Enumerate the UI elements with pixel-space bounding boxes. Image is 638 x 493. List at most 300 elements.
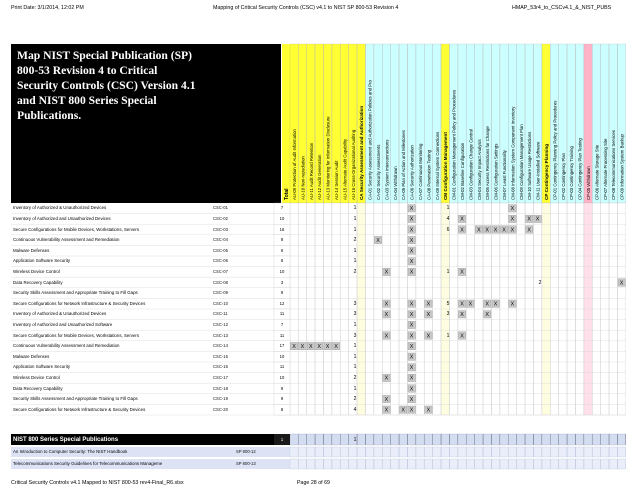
column-header-label: CM-04 Security Impact Analysis (476, 139, 482, 200)
row-total: 7 (280, 205, 284, 211)
sp-row-cell (508, 459, 516, 469)
sp-row-cell (567, 459, 575, 469)
mark-x: X (409, 312, 414, 319)
sp-row-cell (458, 447, 466, 457)
sp-row-cell (618, 459, 626, 469)
sp-row-cell (391, 459, 399, 469)
mark-x: X (308, 343, 313, 350)
column-header-label: CM-01 Configuration Management Policy and Procedures (451, 89, 457, 200)
sp-row-cell (408, 459, 416, 469)
sp-row-cell (592, 459, 600, 469)
mark-x: X (384, 407, 389, 414)
mark-x: X (300, 343, 305, 350)
column-header-label: CP-09 Information System Backup (619, 134, 625, 200)
column-header-label: AU-10 Non-repudiation (300, 156, 306, 200)
mark-x: X (325, 343, 330, 350)
row-control-id: CSC-09 (213, 290, 228, 296)
column-header-label: CM-09 Configuration Management Plan (518, 124, 524, 200)
sp-row-cell (500, 459, 508, 469)
sp-row-cell (525, 459, 533, 469)
row-label: Continuous Vulnerability Assessment and Remediation (13, 343, 120, 349)
sp-row-cell (609, 459, 617, 469)
mark-x: X (426, 301, 431, 308)
column-header-label: CM-08 Information System Component Inventory (510, 106, 516, 200)
sp-row-cell (315, 447, 323, 457)
sp-row-id: SP 800-12 (236, 449, 256, 454)
mark-x: X (510, 227, 515, 234)
sp-row-cell (416, 447, 424, 457)
row-total: 6 (280, 258, 284, 264)
mark-x: X (384, 396, 389, 403)
mark-x: X (317, 343, 322, 350)
column-header-label: AU-11 Audit Record Retention (308, 142, 314, 200)
section-band-cell (366, 434, 374, 445)
section-band-cell (567, 434, 575, 445)
sp-row-cell (374, 447, 382, 457)
mark-x: X (535, 216, 540, 223)
mark-x: X (510, 301, 515, 308)
section-band-cell (416, 434, 424, 445)
row-control-id: CSC-08 (213, 279, 228, 285)
sp-row-id: SP 800-13 (236, 461, 256, 466)
mark-x: X (409, 237, 414, 244)
column-header-label: CP-01 Contingency Planning Policy and Procedures (552, 100, 558, 200)
ca-count: 1 (353, 353, 357, 360)
sp-row-cell (559, 447, 567, 457)
cm-count: 1 (446, 332, 450, 339)
section-band-cell (475, 434, 483, 445)
mark-x: X (409, 259, 414, 266)
sp-row-cell (374, 459, 382, 469)
mark-x: X (409, 375, 414, 382)
column-header-label: AU-13 Monitoring for Information Disclosure (325, 116, 331, 200)
ca-count: 1 (353, 247, 357, 254)
sp-row-cell (441, 447, 449, 457)
sp-row-cell (324, 447, 332, 457)
column-header-label: CM-10 Software Usage Restrictions (527, 131, 533, 200)
mark-x: X (409, 269, 414, 276)
section-band-cell (584, 434, 592, 445)
section-band-cell (466, 434, 474, 445)
mark-x: X (409, 343, 414, 350)
sp-row-cell (534, 447, 542, 457)
section-band-cell (500, 434, 508, 445)
row-control-id: CSC-13 (213, 332, 228, 338)
sp-row-cell (340, 459, 348, 469)
column-header-label: CM-11 User-Installed Software (535, 141, 541, 200)
sp-row-cell (349, 459, 357, 469)
sp-row-cell (433, 459, 441, 469)
section-ca-count: 1 (353, 437, 357, 443)
row-control-id: CSC-05 (213, 247, 228, 253)
ca-count: 1 (353, 385, 357, 392)
mark-x: X (493, 227, 498, 234)
mark-x: X (334, 343, 338, 350)
sp-row-cell (576, 447, 584, 457)
section-band-cell (298, 434, 306, 445)
sp-row-cell (492, 447, 500, 457)
mark-x: X (476, 227, 481, 234)
row-total: 10 (279, 353, 285, 359)
sp-row-cell (450, 447, 458, 457)
column-header-label: CP-06 Alternate Storage Site (594, 144, 600, 200)
column-header-label: CM Configuration Management (443, 132, 449, 200)
row-control-id: CSC-14 (213, 343, 228, 349)
section-band-cell (601, 434, 609, 445)
sp-row-cell (366, 447, 374, 457)
cm-count: 1 (446, 205, 450, 212)
sp-row-cell (508, 447, 516, 457)
section-band-cell (542, 434, 550, 445)
sp-row-cell (567, 447, 575, 457)
section-band-cell (492, 434, 500, 445)
cm-count: 6 (446, 226, 450, 233)
row-label: Application Software Security (13, 364, 71, 370)
ca-count: 1 (353, 343, 357, 350)
row-label: Data Recovery Capability (13, 385, 63, 391)
mark-x: X (384, 333, 389, 340)
column-header-label: AU-14 Session Audit (334, 160, 340, 200)
sp-row-cell (584, 459, 592, 469)
ca-count: 2 (353, 374, 357, 381)
row-total: 8 (280, 406, 284, 412)
sp-row-cell (357, 459, 365, 469)
row-control-id: CSC-19 (213, 396, 228, 402)
row-total: 17 (279, 343, 285, 349)
sp-row-cell (584, 447, 592, 457)
mark-x: X (409, 333, 414, 340)
mark-x: X (384, 375, 389, 382)
mark-x: X (460, 333, 464, 340)
title-line-1: Map NIST Special Publication (SP) (17, 49, 193, 62)
sp-row-cell (408, 447, 416, 457)
column-header-label: CP-08 Telecommunications Services (611, 130, 617, 200)
sp-row-cell (475, 459, 483, 469)
mark-x: X (409, 227, 414, 234)
row-total: 11 (279, 364, 285, 370)
row-total: 6 (280, 247, 284, 253)
row-label: Security Skills Assessment and Appropriate Training to Fill Gaps (13, 290, 138, 296)
mark-x: X (401, 407, 406, 414)
mark-x: X (460, 216, 464, 223)
row-total: 16 (279, 226, 285, 232)
mark-x: X (460, 269, 464, 276)
mark-x: X (409, 206, 414, 213)
sp-row-cell (307, 447, 315, 457)
footer-page: Page 28 of 69 (297, 480, 330, 486)
section-band-cell (618, 434, 626, 445)
section-band-cell (324, 434, 332, 445)
title-line-5: Publications. (17, 109, 82, 122)
row-control-id: CSC-01 (213, 205, 228, 211)
section-band-cell (450, 434, 458, 445)
title-line-3: Security Controls (CSC) Version 4.1 (17, 79, 196, 92)
section-band-cell (399, 434, 407, 445)
footer-file: Critical Security Controls v4.1 Mapped to NIST 800-53 rev4-Final_R6.xlsx (11, 480, 184, 486)
row-control-id: CSC-20 (213, 406, 228, 412)
row-control-id: CSC-02 (213, 215, 228, 221)
row-control-id: CSC-04 (213, 237, 228, 243)
row-total: 9 (280, 385, 284, 391)
column-header-label: AU-15 Alternate Audit Capability (342, 138, 348, 200)
mark-x: X (409, 322, 414, 329)
row-total: 9 (280, 396, 284, 402)
mark-x: X (619, 280, 624, 287)
sp-row-cell (483, 459, 491, 469)
cm-count: 4 (446, 215, 450, 222)
mark-x: X (409, 386, 414, 393)
section-band-cell (332, 434, 340, 445)
cp-count: 2 (538, 279, 542, 286)
column-header-label: CM-05 Access Restrictions for Change (485, 126, 491, 200)
sp-row-cell (483, 447, 491, 457)
sp-row-cell (382, 447, 390, 457)
mark-x: X (468, 301, 473, 308)
column-header-label: CM-02 Baseline Configuration (460, 142, 466, 200)
row-total: 11 (279, 332, 285, 338)
row-label: Application Software Security (13, 258, 71, 264)
sp-row-cell (517, 447, 525, 457)
mark-x: X (485, 227, 490, 234)
row-label: Secure Configurations for Network Infrastructure & Security Devices (13, 406, 146, 412)
row-control-id: CSC-03 (213, 226, 228, 232)
row-total: 11 (279, 311, 285, 317)
sp-row-cell (399, 459, 407, 469)
section-band-cell (483, 434, 491, 445)
ca-count: 1 (353, 364, 357, 371)
mark-x: X (460, 301, 464, 308)
ca-count: 3 (353, 311, 357, 318)
column-header-label: CA-08 Penetration Testing (426, 149, 432, 200)
column-header-label: CM-07 Least Functionality (502, 150, 508, 200)
ca-count: 2 (353, 268, 357, 275)
column-header-label: CA-03 System Interconnections (384, 139, 390, 200)
mark-x: X (409, 396, 414, 403)
section-band-cell (517, 434, 525, 445)
column-header-label: CM-03 Configuration Change Control (468, 129, 474, 200)
mark-x: X (510, 206, 515, 213)
column-header-label: CA-04 Withdrawn (392, 166, 398, 200)
mark-x: X (527, 216, 532, 223)
sp-row-cell (450, 459, 458, 469)
sp-row-cell (609, 447, 617, 457)
section-band-cell (576, 434, 584, 445)
column-header-label: CA-01 Security Assessment and Authorization Policies and Pro (367, 80, 373, 200)
sp-row-cell (298, 447, 306, 457)
sp-row-cell (349, 447, 357, 457)
sp-row-cell (332, 447, 340, 457)
ca-count: 4 (353, 406, 357, 413)
section-band-cell (315, 434, 323, 445)
row-control-id: CSC-07 (213, 268, 228, 274)
mark-x: X (493, 301, 498, 308)
mark-x: X (485, 312, 490, 319)
sp-row-label: An Introduction to Computer Security: The NIST Handbook (13, 449, 128, 454)
row-control-id: CSC-12 (213, 321, 228, 327)
row-label: Malware Defenses (13, 353, 50, 359)
sp-row-cell (290, 447, 298, 457)
mark-x: X (409, 216, 414, 223)
sp-row-cell (576, 459, 584, 469)
sp-row-cell (424, 459, 432, 469)
section-band-cell (391, 434, 399, 445)
row-control-id: CSC-15 (213, 353, 228, 359)
sp-row-cell (315, 459, 323, 469)
mark-x: X (460, 312, 464, 319)
mark-x: X (409, 354, 414, 361)
ca-count: 1 (353, 258, 357, 265)
sp-row-cell (391, 447, 399, 457)
section-band-cell (458, 434, 466, 445)
sp-row-cell (340, 447, 348, 457)
section-band-cell (374, 434, 382, 445)
sp-row-cell (559, 459, 567, 469)
sp-row-cell (542, 447, 550, 457)
column-header-label: AU-12 Audit Generation (317, 154, 323, 200)
row-total: 7 (280, 321, 284, 327)
sp-row-cell (366, 459, 374, 469)
sp-row-cell (416, 459, 424, 469)
sp-row-cell (290, 459, 298, 469)
mark-x: X (384, 301, 389, 308)
column-header-label: CA-06 Security Authorization (409, 145, 415, 200)
cm-count: 1 (446, 268, 450, 275)
ca-count: 1 (353, 226, 357, 233)
mark-x: X (409, 301, 414, 308)
row-label: Continuous Vulnerability Assessment and Remediation (13, 237, 120, 243)
ca-count: 2 (353, 237, 357, 244)
column-header-label: CA-02 Security Assessments (376, 144, 382, 200)
section-band-cell (559, 434, 567, 445)
sp-row-cell (324, 459, 332, 469)
sp-row-cell (307, 459, 315, 469)
column-header-label: CP Contingency Planning (544, 143, 550, 200)
sp-row-cell (332, 459, 340, 469)
section-band-cell (592, 434, 600, 445)
mark-x: X (409, 248, 414, 255)
column-header-label: AU-16 Cross-Organizational Auditing (350, 129, 356, 200)
row-label: Secure Configurations for Mobile Devices, Workstations, Servers (13, 226, 140, 232)
column-header-label: CA Security Assessment and Authorization (359, 105, 365, 200)
row-label: Data Recovery Capability (13, 279, 63, 285)
section-band-cell (307, 434, 315, 445)
mark-x: X (426, 333, 431, 340)
mark-x: X (527, 227, 532, 234)
sp-row-cell (618, 447, 626, 457)
column-header-label: CP-02 Contingency Plan (560, 152, 566, 200)
row-label: Inventory of Authorized & Unauthorized Devices (13, 311, 107, 317)
mark-x: X (409, 365, 414, 372)
sp-row-cell (466, 459, 474, 469)
section-band-cell (424, 434, 432, 445)
row-total: 3 (280, 279, 284, 285)
sp-row-cell (601, 447, 609, 457)
sp-row-cell (424, 447, 432, 457)
ca-count: 1 (353, 215, 357, 222)
column-header-label: CA-07 Continuous Monitoring (418, 143, 424, 200)
sp-row-cell (298, 459, 306, 469)
section-band-cell (433, 434, 441, 445)
column-header-label: CP-03 Contingency Training (569, 146, 575, 200)
row-control-id: CSC-06 (213, 258, 228, 264)
section-band-cell (441, 434, 449, 445)
column-header-label: CP-04 Contingency Plan Testing (577, 138, 583, 200)
title-line-2: 800-53 Revision 4 to Critical (17, 64, 158, 77)
sp-row-cell (475, 447, 483, 457)
row-label: Malware Defenses (13, 247, 50, 253)
sp-row-cell (601, 459, 609, 469)
ca-count: 2 (353, 396, 357, 403)
row-control-id: CSC-11 (213, 311, 228, 317)
sp-row-cell (458, 459, 466, 469)
row-total: 10 (279, 374, 285, 380)
sp-row-cell (550, 447, 558, 457)
column-header-label: AU-09 Protection of Audit Information (292, 129, 298, 200)
file-reference: HMAP_53r4_to_CSCv4.1_&_NIST_PUBS (512, 5, 612, 11)
row-label: Secure Configurations for Mobile Devices, Workstations, Servers (13, 332, 140, 338)
sp-row-cell (592, 447, 600, 457)
row-total: 10 (279, 215, 285, 221)
row-control-id: CSC-18 (213, 385, 228, 391)
row-total: 12 (279, 300, 285, 306)
section-total: 1 (280, 437, 284, 442)
ca-count: 3 (353, 300, 357, 307)
row-total: 8 (280, 237, 284, 243)
row-label: Inventory of Authorized and Unauthorized Devices (13, 215, 111, 221)
section-band-cell (534, 434, 542, 445)
cm-count: 3 (446, 311, 450, 318)
mark-x: X (384, 269, 389, 276)
column-header-label: CA-09 Internal System Connections (434, 131, 440, 200)
sp-row-cell (542, 459, 550, 469)
mark-x: X (426, 312, 431, 319)
sp-row-cell (525, 447, 533, 457)
sp-row-cell (399, 447, 407, 457)
sp-row-cell (441, 459, 449, 469)
row-control-id: CSC-17 (213, 374, 228, 380)
mark-x: X (426, 407, 431, 414)
section-band-cell (609, 434, 617, 445)
mark-x: X (409, 407, 414, 414)
row-total: 9 (280, 290, 284, 296)
document-title: Mapping of Critical Security Controls (CSC) v4.1 to NIST SP 800-53 Revision 4 (213, 5, 399, 11)
sp-row-cell (357, 447, 365, 457)
mark-x: X (510, 216, 515, 223)
print-date: Print Date: 3/1/2014, 12:02 PM (11, 5, 84, 11)
row-label: Wireless Device Control (13, 374, 60, 380)
cm-count: 5 (446, 300, 450, 307)
row-total: 10 (279, 268, 285, 274)
section-band-cell (508, 434, 516, 445)
section-band-cell (525, 434, 533, 445)
column-header-label: CP-07 Alternate Processing Site (602, 138, 608, 200)
mark-x: X (376, 237, 380, 244)
row-control-id: CSC-16 (213, 364, 228, 370)
sp-row-label: Telecommunications Security Guidelines for Telecommunications Manageme (13, 461, 163, 466)
mark-x: X (384, 312, 389, 319)
mark-x: X (460, 227, 464, 234)
column-header-label: CP-05 Withdrawn (586, 166, 592, 200)
column-header-label: CM-06 Configuration Settings (493, 143, 499, 200)
row-label: Secure Configurations for Network Infrastructure & Security Devices (13, 300, 146, 306)
sp-row-cell (534, 459, 542, 469)
section-band-cell (290, 434, 298, 445)
mark-x: X (485, 301, 490, 308)
ca-count: 1 (353, 321, 357, 328)
sp-row-cell (500, 447, 508, 457)
total-header: Total (284, 188, 290, 200)
sp-row-cell (382, 459, 390, 469)
